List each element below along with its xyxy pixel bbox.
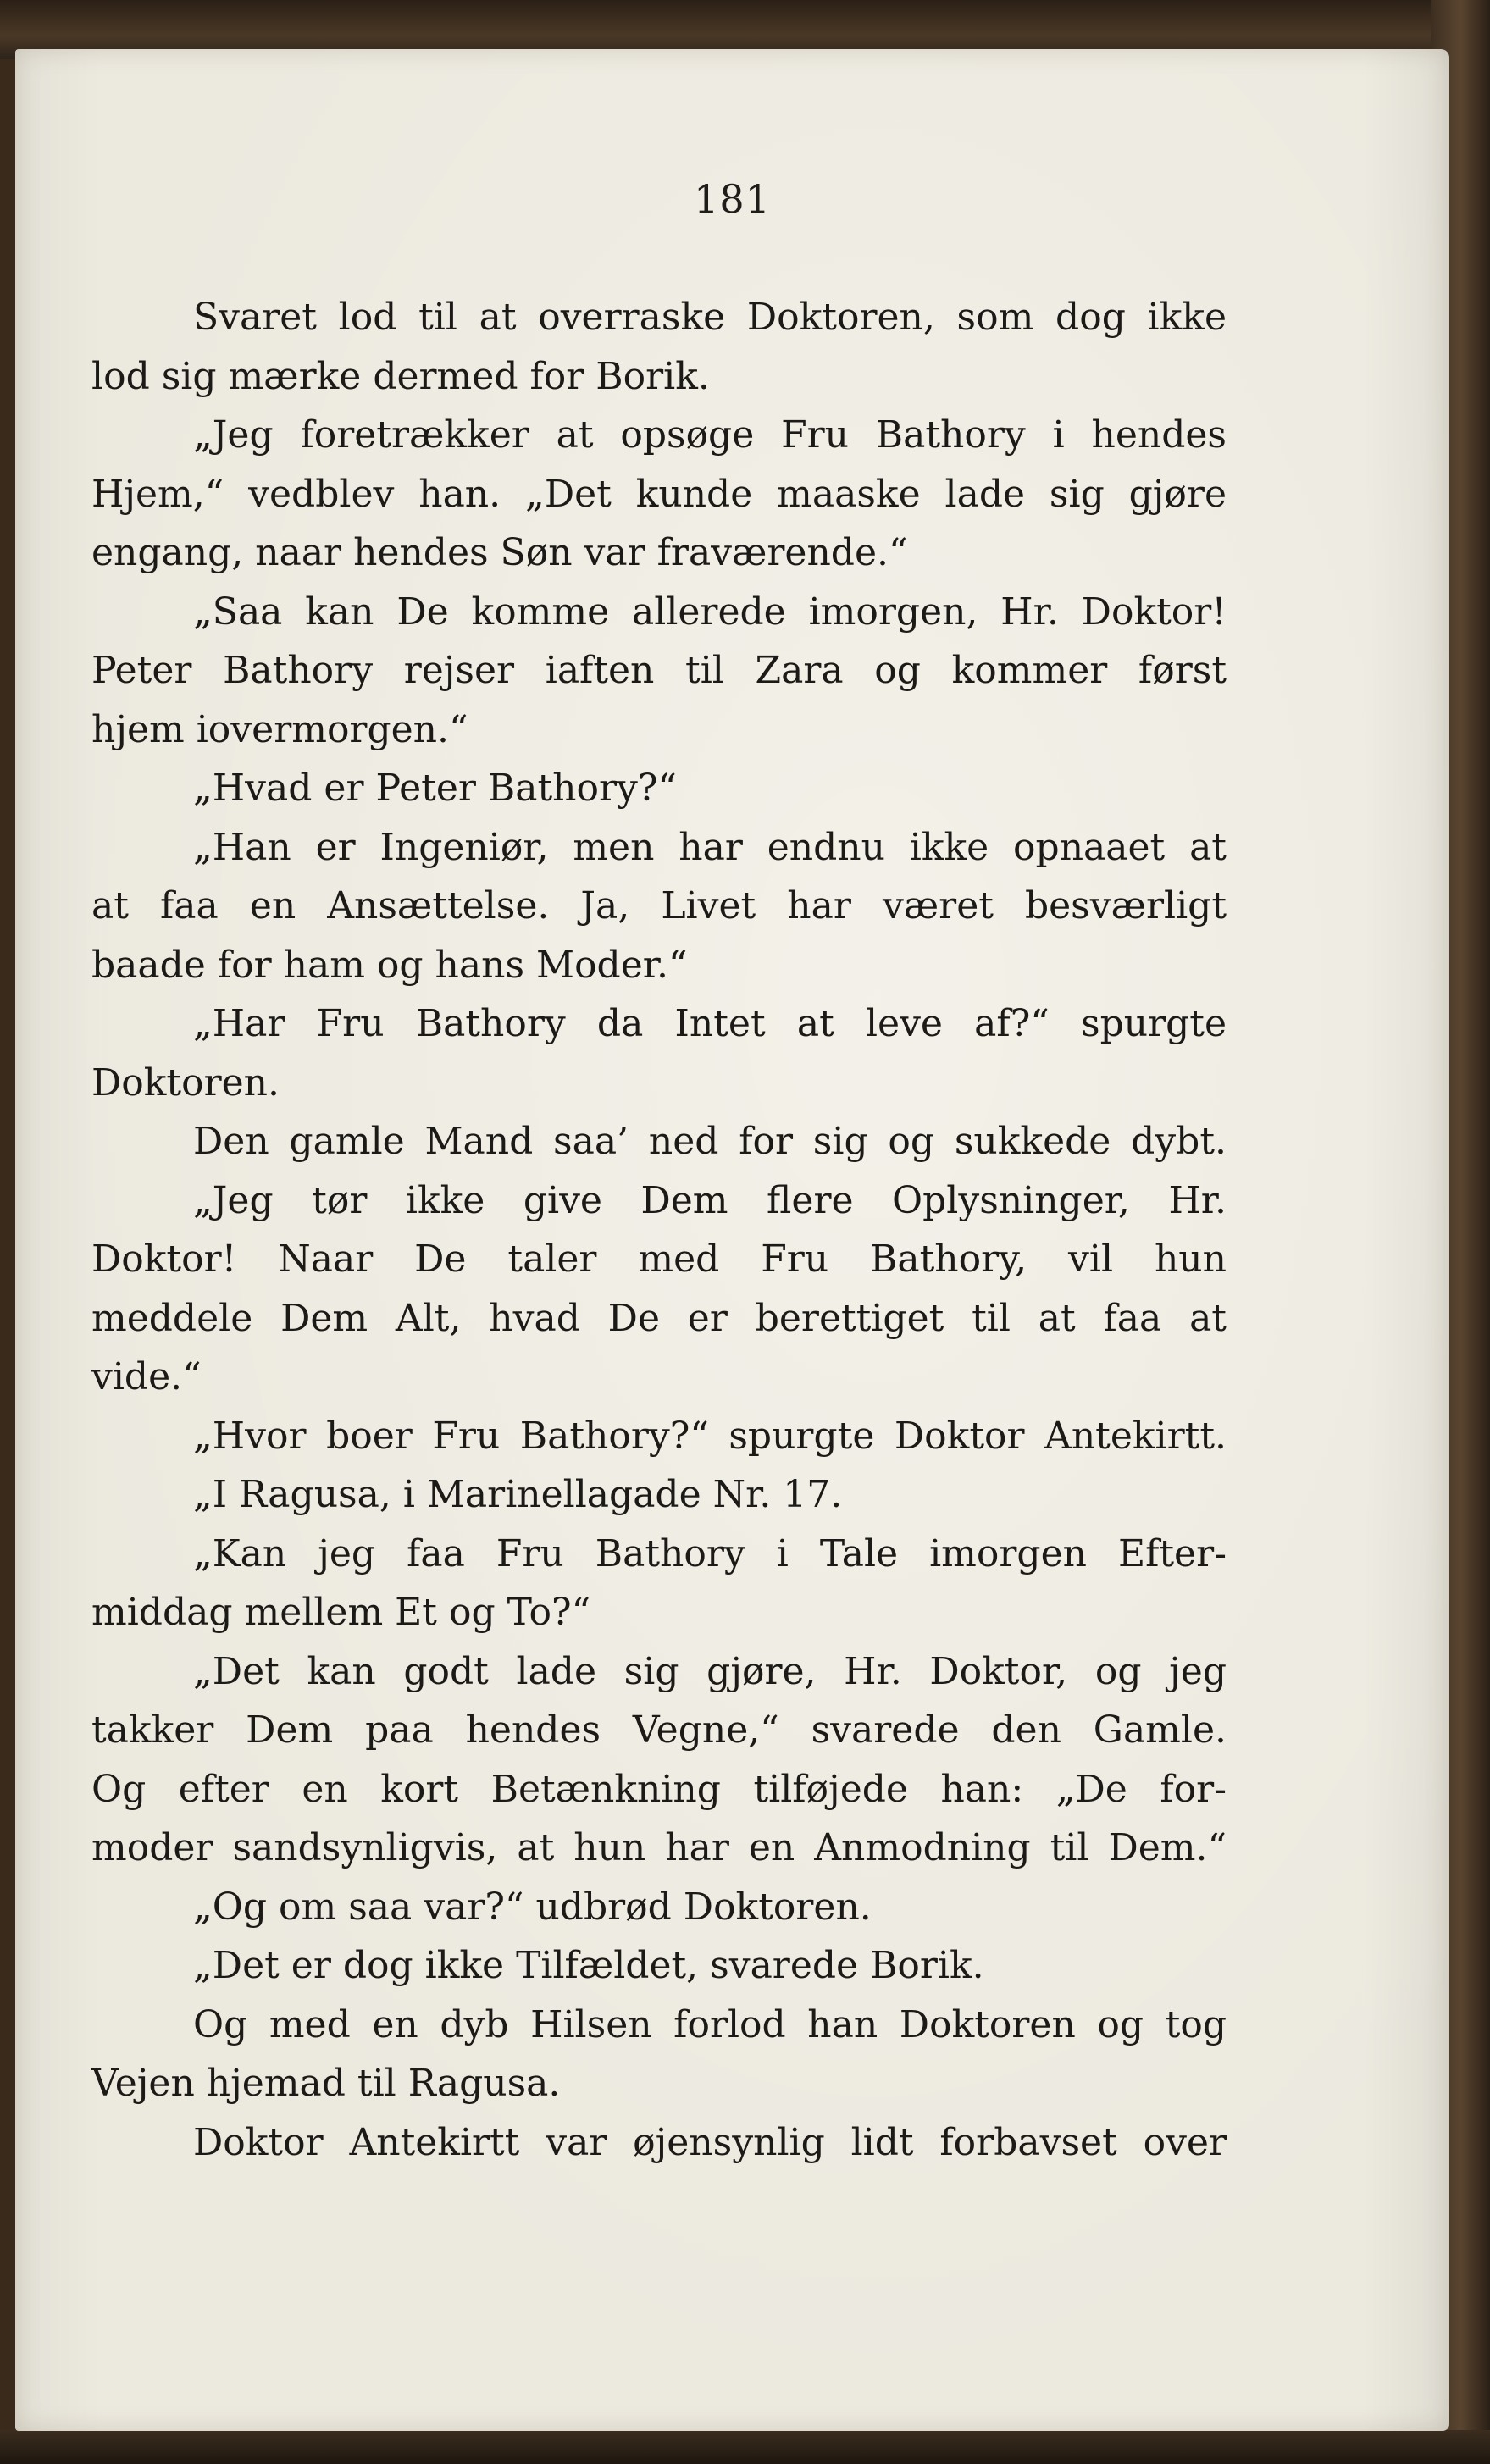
text-line: vide.“ — [91, 1355, 202, 1398]
text-line: Den gamle Mand saa’ ned for sig og sukkede dybt. — [193, 1120, 1227, 1163]
text-line: middag mellem Et og To?“ — [91, 1591, 591, 1634]
text-line: baade for ham og hans Moder.“ — [91, 943, 688, 987]
text-line: „Jeg tør ikke give Dem flere Oplysninger, Hr. — [193, 1178, 1227, 1222]
text-line: hjem iovermorgen.“ — [91, 707, 468, 751]
text-line: Peter Bathory rejser iaften til Zara og kommer først — [91, 649, 1227, 692]
text-line: „Saa kan De komme allerede imorgen, Hr. Doktor! — [193, 590, 1227, 634]
text-line: „Har Fru Bathory da Intet at leve af?“ spurgte — [193, 1002, 1227, 1045]
book-page — [15, 49, 1449, 2431]
page-number: 181 — [694, 176, 771, 222]
text-line: meddele Dem Alt, hvad De er berettiget til at faa at — [91, 1296, 1227, 1340]
text-line: Og med en dyb Hilsen forlod han Doktoren og tog — [193, 2002, 1227, 2046]
text-line: „I Ragusa, i Marinellagade Nr. 17. — [193, 1473, 843, 1516]
text-line: takker Dem paa hendes Vegne,“ svarede den Gamle. — [91, 1708, 1227, 1752]
text-line: „Hvor boer Fru Bathory?“ spurgte Doktor Antekirtt. — [193, 1414, 1227, 1458]
text-line: Doktor Antekirtt var øjensynlig lidt forbavset over — [193, 2120, 1227, 2164]
text-line: „Kan jeg faa Fru Bathory i Tale imorgen Efter- — [193, 1531, 1227, 1575]
text-line: „Og om saa var?“ udbrød Doktoren. — [193, 1885, 872, 1929]
text-line: „Hvad er Peter Bathory?“ — [193, 767, 677, 810]
text-line: „Han er Ingeniør, men har endnu ikke opnaaet at — [193, 825, 1227, 869]
text-line: Hjem,“ vedblev han. „Det kunde maaske lade sig gjøre — [91, 472, 1227, 516]
book-edge-bottom — [0, 2430, 1490, 2464]
text-line: moder sandsynligvis, at hun har en Anmodning til Dem.“ — [91, 1826, 1227, 1869]
text-line: engang, naar hendes Søn var fraværende.“ — [91, 531, 908, 574]
text-line: Doktoren. — [91, 1060, 280, 1105]
body-text — [91, 288, 1227, 2172]
text-line: Doktor! Naar De taler med Fru Bathory, vil hun — [91, 1238, 1227, 1281]
text-line: „Det kan godt lade sig gjøre, Hr. Doktor, og jeg — [193, 1649, 1227, 1693]
text-line: Vejen hjemad til Ragusa. — [91, 2062, 561, 2105]
text-line: Og efter en kort Betænkning tilføjede han: „De for- — [91, 1767, 1227, 1811]
text-line: „Jeg foretrækker at opsøge Fru Bathory i hendes — [193, 413, 1227, 457]
text-line: „Det er dog ikke Tilfældet, svarede Borik. — [193, 1944, 984, 1987]
text-line: lod sig mærke dermed for Borik. — [91, 354, 710, 398]
text-line: Svaret lod til at overraske Doktoren, som dog ikke — [193, 296, 1227, 339]
text-line: at faa en Ansættelse. Ja, Livet har været besværligt — [91, 884, 1227, 927]
